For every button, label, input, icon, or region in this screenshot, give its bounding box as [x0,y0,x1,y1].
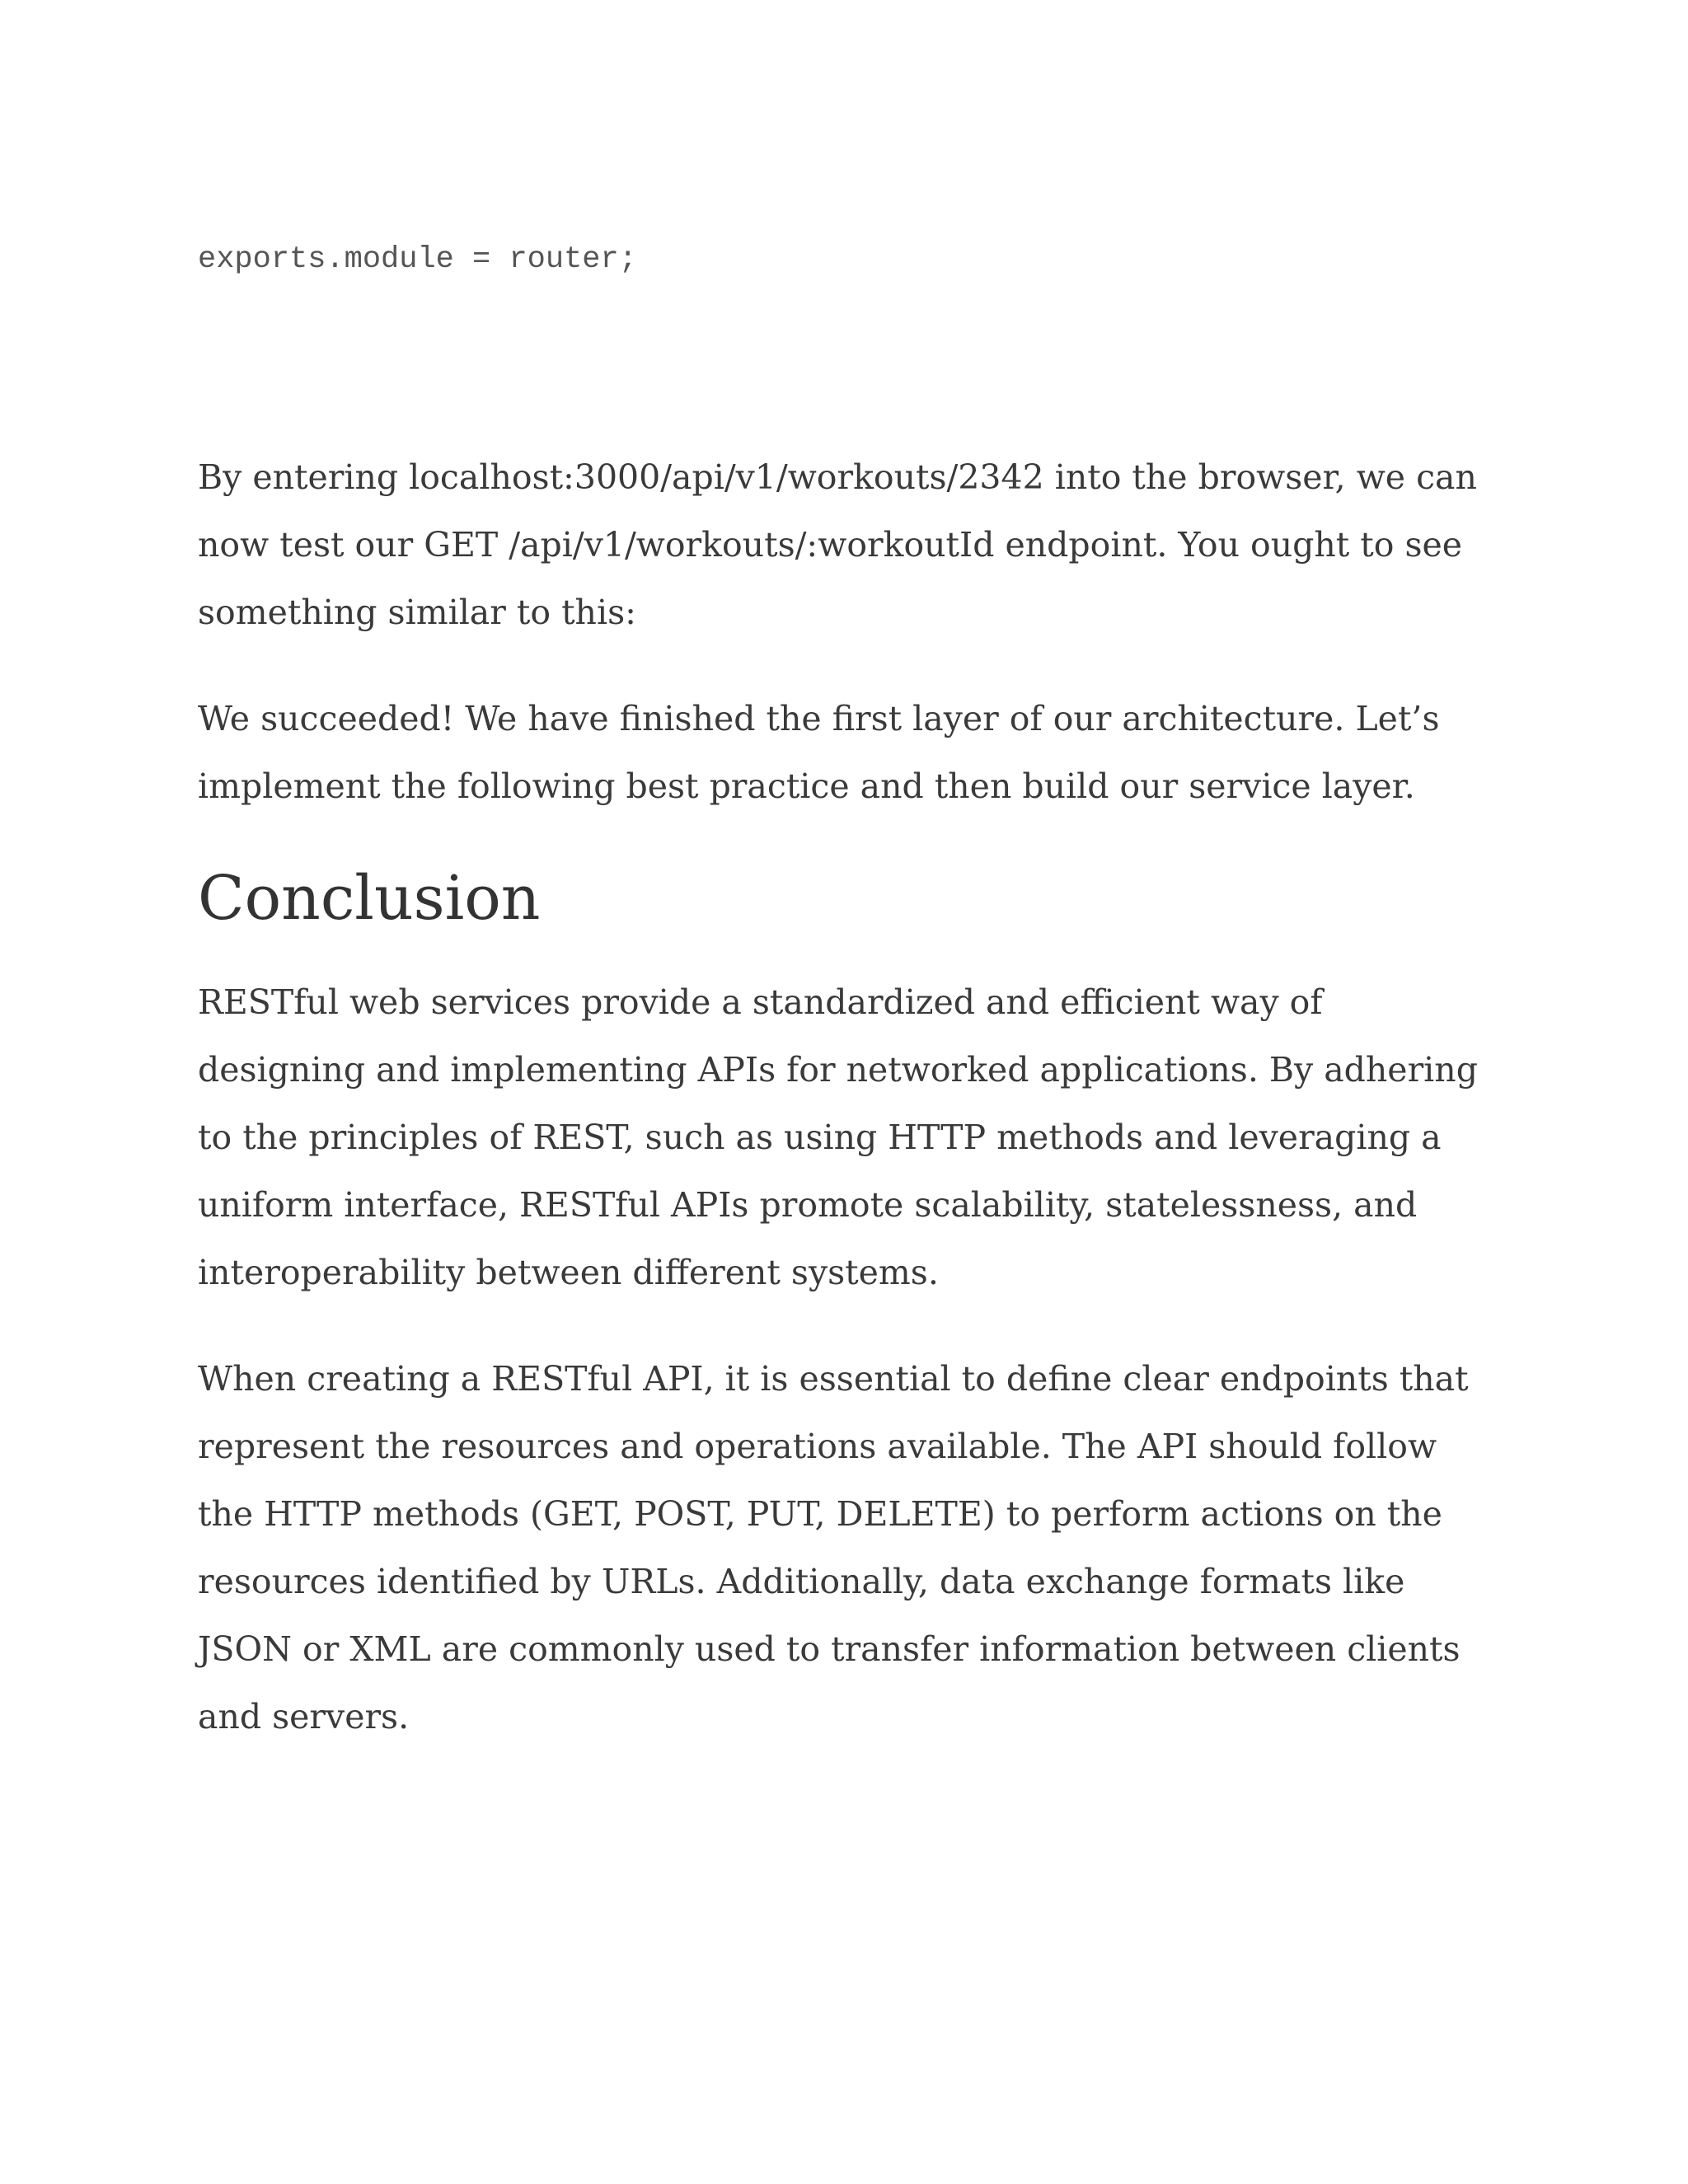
article-body [198,443,1500,1750]
section-heading-conclusion: Conclusion [198,863,541,934]
paragraph-success: We succeeded! We have finished the first layer of our architecture. Let’s implement the following best practice and then build our service layer. [198,699,1440,806]
paragraph-endpoint-test: By entering localhost:3000/api/v1/workouts/2342 into the browser, we can now test our GET /api/v1/workouts/:workoutId endpoint. You ought to see something similar to this: [198,457,1477,632]
paragraph-restful-overview: RESTful web services provide a standardized and efficient way of designing and implementing APIs for networked applications. By adhering to the principles of REST, such as using HTTP methods and leveraging a uniform interface, RESTful APIs promote scalability, statelessness, and interoperability between different systems. [198,982,1478,1292]
paragraph-api-design: When creating a RESTful API, it is essential to define clear endpoints that represent the resources and operations available. The API should follow the HTTP methods (GET, POST, PUT, DELETE) to perform actions on the resources identified by URLs. Additionally, data exchange formats like JSON or XML are commonly used to transfer information between clients and servers. [198,1359,1469,1736]
code-snippet: exports.module = router; [198,242,637,277]
